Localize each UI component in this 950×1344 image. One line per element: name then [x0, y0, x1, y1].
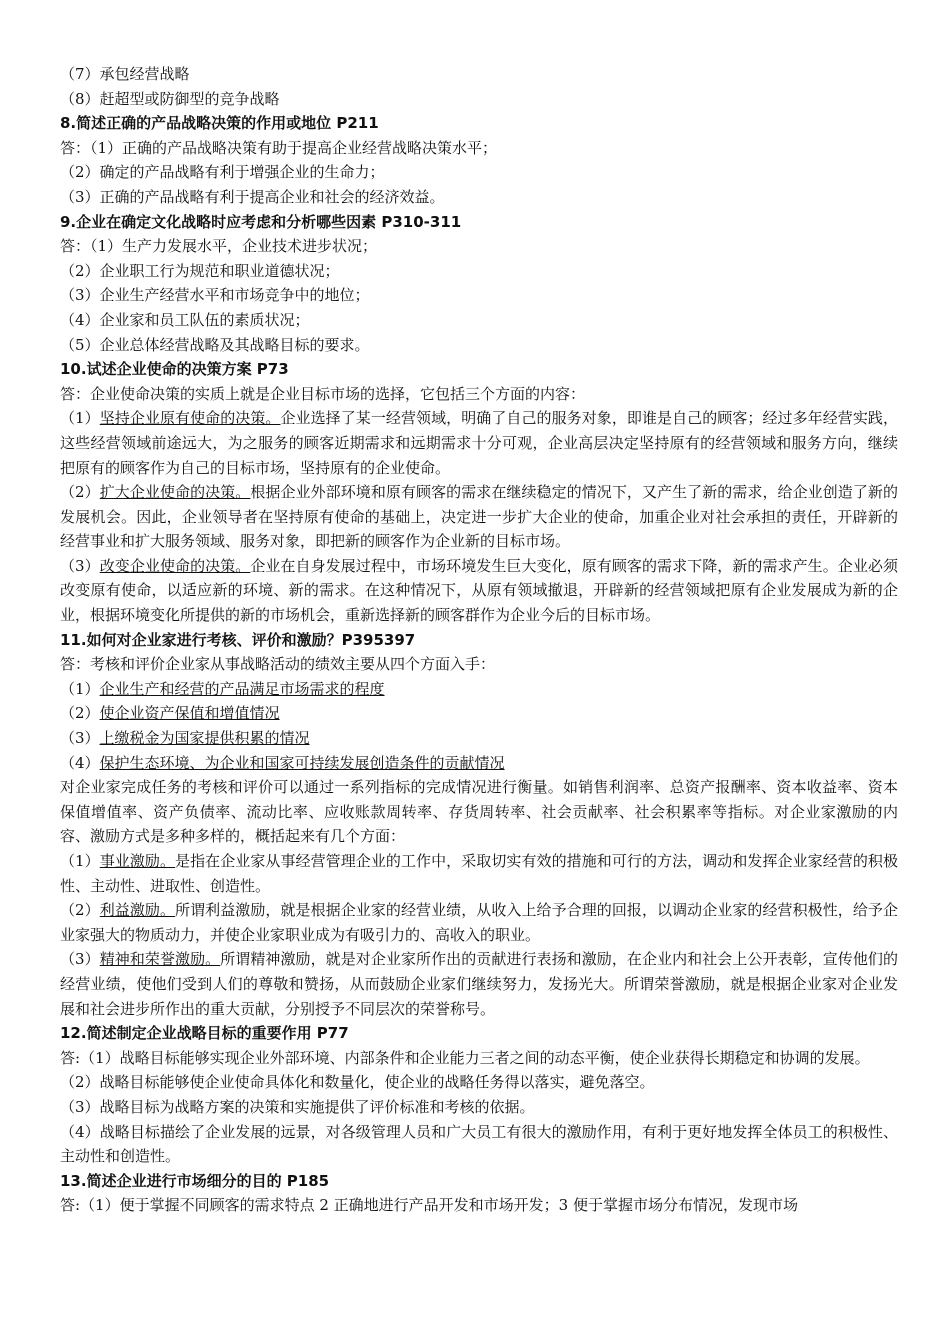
answer-line: （4）企业家和员工队伍的素质状况； [60, 310, 310, 329]
answer-line: （2）战略目标能够使企业使命具体化和数量化，使企业的战略任务得以落实，避免落空。 [60, 1073, 655, 1092]
answer-line: 答：企业使命决策的实质上就是企业目标市场的选择，它包括三个方面的内容： [60, 384, 586, 403]
underlined-term: 事业激励。 [99, 852, 176, 870]
underlined-term: 利益激励。 [99, 901, 176, 920]
underlined-term: 坚持企业原有使命的决策。 [99, 409, 281, 428]
answer-line: （3）战略目标为战略方案的决策和实施提供了评价标准和考核的依据。 [60, 1097, 535, 1116]
item-number: （1） [60, 409, 100, 428]
answer-line [60, 701, 898, 726]
answer-paragraph [60, 898, 898, 947]
text-line: （7）承包经营战略 [60, 65, 190, 83]
paragraph-text: 企业选择了某一经营领域，明确了自己的服务对象，即谁是自己的顾客；经过多年经营实践，这些经营领域前途远大，为之服务的顾客近期需求和远期需求十分可观，企业高层决定坚持原有的经营领域和服务方向，继续把原有的顾客作为自己的目标市场，坚持原有的企业使命。 [60, 409, 898, 477]
question-heading-9: 9.企业在确定文化战略时应考虑和分析哪些因素 P310-311 [60, 212, 462, 231]
answer-line [60, 677, 898, 702]
answer-paragraph [60, 947, 898, 1021]
item-number: （4） [60, 753, 100, 772]
answer-line: 答：考核和评价企业家从事战略活动的绩效主要从四个方面入手： [60, 655, 496, 674]
answer-paragraph [60, 849, 898, 898]
answer-line: 答：（1）正确的产品战略决策有助于提高企业经营战略决策水平； [60, 138, 498, 157]
item-number: （2） [60, 704, 100, 723]
answer-line: （2）企业职工行为规范和职业道德状况； [60, 261, 340, 280]
answer-paragraph [60, 480, 898, 554]
item-number: （2） [60, 483, 100, 502]
underlined-term: 企业生产和经营的产品满足市场需求的程度 [99, 679, 385, 698]
paragraph-text: 所谓精神激励，就是对企业家所作出的贡献进行表扬和激励，在企业内和社会上公开表彰，宣传他们的经营业绩，使他们受到人们的尊敬和赞扬，从而鼓励企业家们继续努力，发扬光大。所谓荣誉激励，就是根据企业家对企业发展和社会进步所作出的重大贡献，分别授予不同层次的荣誉称号。 [60, 950, 898, 1018]
answer-paragraph: 答:（1）战略目标能够实现企业外部环境、内部条件和企业能力三者之间的动态平衡，使企业获得长期稳定和协调的发展。 [60, 1048, 870, 1067]
paragraph-text: 是指在企业家从事经营管理企业的工作中，采取切实有效的措施和可行的方法，调动和发挥企业家经营的积极性、主动性、进取性、创造性。 [60, 852, 898, 895]
underlined-term: 上缴税金为国家提供积累的情况 [99, 729, 310, 748]
underlined-term: 使企业资产保值和增值情况 [99, 704, 280, 723]
answer-line [60, 751, 898, 776]
answer-paragraph [60, 554, 898, 628]
question-heading-12: 12.简述制定企业战略目标的重要作用 P77 [60, 1024, 349, 1043]
answer-line: （3）正确的产品战略有利于提高企业和社会的经济效益。 [60, 187, 445, 206]
answer-paragraph: （4）战略目标描绘了企业发展的远景，对各级管理人员和广大员工有很大的激励作用，有利于更好地发挥全体员工的积极性、主动性和创造性。 [60, 1122, 898, 1166]
paragraph-text: 企业在自身发展过程中，市场环境发生巨大变化，原有顾客的需求下降，新的需求产生。企业必须改变原有使命，以适应新的环境、新的需求。在这种情况下，从原有领域撤退，开辟新的经营领域把原有企业发展成为新的企业，根据环境变化所提供的新的市场机会，重新选择新的顾客群作为企业今后的目标市场。 [60, 556, 898, 625]
question-heading-13: 13.简述企业进行市场细分的目的 P185 [60, 1171, 330, 1190]
underlined-term: 扩大企业使命的决策。 [99, 483, 251, 502]
question-heading-10: 10.试述企业使命的决策方案 P73 [60, 360, 289, 379]
paragraph-text: 根据企业外部环境和原有顾客的需求在继续稳定的情况下，又产生了新的需求，给企业创造了新的发展机会。因此，企业领导者在坚持原有使命的基础上，决定进一步扩大企业的使命，加重企业对社会承担的责任，开辟新的经营事业和扩大服务领域、服务对象，即把新的顾客作为企业新的目标市场。 [60, 483, 898, 551]
answer-paragraph [60, 406, 898, 480]
item-number: （3） [60, 729, 100, 748]
question-heading-8: 8.简述正确的产品战略决策的作用或地位 P211 [60, 114, 379, 133]
question-heading-11: 11.如何对企业家进行考核、评价和激励？P395397 [60, 630, 416, 649]
answer-line: 答:（1）便于掌握不同顾客的需求特点 2 正确地进行产品开发和市场开发；3 便于掌握市场分布情况，发现市场 [60, 1196, 798, 1215]
underlined-term: 改变企业使命的决策。 [99, 556, 251, 575]
answer-paragraph: 对企业家完成任务的考核和评价可以通过一系列指标的完成情况进行衡量。如销售利润率、总资产报酬率、资本收益率、资本保值增值率、资产负债率、流动比率、应收账款周转率、存货周转率、社会贡献率、社会积累率等指标。对企业家激励的内容、激励方式是多种多样的，概括起来有几个方面： [60, 778, 898, 846]
answer-line: （3）企业生产经营水平和市场竞争中的地位； [60, 286, 370, 305]
item-number: （2） [60, 901, 100, 920]
answer-line: （2）确定的产品战略有利于增强企业的生命力； [60, 163, 385, 182]
item-number: （3） [60, 556, 100, 575]
item-number: （1） [60, 852, 100, 870]
text-line: （8）赶超型或防御型的竞争战略 [60, 89, 280, 108]
paragraph-text: 所谓利益激励，就是根据企业家的经营业绩，从收入上给予合理的回报，以调动企业家的经营积极性，给予企业家强大的物质动力，并使企业家职业成为有吸引力的、高收入的职业。 [60, 901, 898, 944]
answer-line: 答：（1）生产力发展水平，企业技术进步状况； [60, 237, 378, 256]
item-number: （3） [60, 950, 100, 969]
item-number: （1） [60, 679, 100, 698]
answer-line: （5）企业总体经营战略及其战略目标的要求。 [60, 335, 370, 354]
underlined-term: 保护生态环境、为企业和国家可持续发展创造条件的贡献情况 [99, 753, 505, 772]
underlined-term: 精神和荣誉激励。 [99, 950, 221, 969]
answer-line [60, 726, 898, 751]
